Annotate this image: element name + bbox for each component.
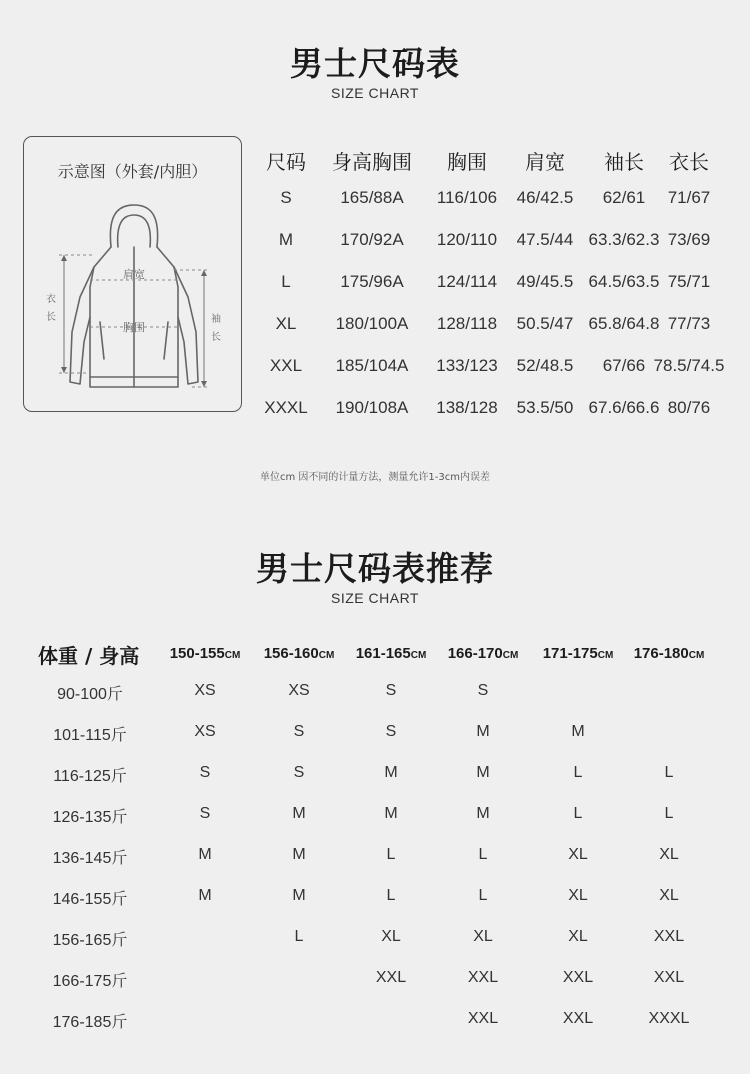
recommended-size: M — [198, 887, 212, 904]
recommended-size: M — [476, 805, 490, 822]
recommended-size: L — [478, 846, 488, 863]
size-table-cell: 62/61 — [602, 188, 646, 207]
recommended-size: XXL — [653, 928, 685, 945]
recommended-size: M — [384, 805, 398, 822]
size-table-cell: 170/92A — [340, 230, 404, 249]
recommended-size: XS — [288, 682, 310, 699]
size-table-header-height-chest: 身高胸围 — [332, 150, 412, 174]
height-header — [160, 645, 250, 662]
recommended-size: XL — [659, 846, 679, 863]
size-table-cell: 185/104A — [335, 356, 409, 375]
height-header — [624, 645, 714, 662]
height-header — [254, 645, 344, 662]
size-chart-title: 男士尺码表 — [290, 44, 460, 83]
size-table-header-size: 尺码 — [266, 150, 306, 174]
height-unit: CM — [410, 650, 427, 661]
recommended-size: S — [385, 682, 397, 699]
recommended-size: XS — [194, 723, 216, 740]
size-table-cell: 65.8/64.8 — [588, 314, 660, 333]
length-label-char-1: 衣 — [46, 294, 56, 305]
recommended-size: S — [385, 723, 397, 740]
size-table-cell: 128/118 — [436, 314, 498, 333]
recommended-size: S — [293, 723, 305, 740]
weight-label: 156-165斤 — [52, 932, 128, 949]
height-range: 156-160 — [263, 645, 319, 662]
recommended-size: M — [292, 887, 306, 904]
weight-label: 146-155斤 — [52, 891, 128, 908]
size-table-cell: XXL — [269, 356, 303, 375]
recommended-size: XXL — [467, 1010, 499, 1027]
recommended-size: XXL — [653, 969, 685, 986]
recommended-size: XXL — [562, 1010, 594, 1027]
height-header — [438, 645, 528, 662]
weight-label: 176-185斤 — [52, 1014, 128, 1031]
size-table-cell: 116/106 — [436, 188, 498, 207]
recommended-size: L — [664, 764, 674, 781]
recommended-size: XXL — [562, 969, 594, 986]
size-table-cell: 47.5/44 — [516, 230, 574, 249]
recommended-size: M — [476, 764, 490, 781]
size-table-cell: 165/88A — [340, 188, 404, 207]
recommended-size: L — [478, 887, 488, 904]
recommended-size: XXXL — [648, 1010, 690, 1027]
recommended-size: L — [386, 846, 396, 863]
recommended-size: M — [198, 846, 212, 863]
recommended-size: XL — [568, 887, 588, 904]
recommended-size: XXL — [467, 969, 499, 986]
height-header — [346, 645, 436, 662]
weight-label: 101-115斤 — [53, 727, 127, 744]
recommended-size: M — [292, 846, 306, 863]
height-unit: CM — [502, 650, 519, 661]
size-table-cell: 133/123 — [436, 356, 498, 375]
height-unit: CM — [318, 650, 335, 661]
size-table-cell: 180/100A — [335, 314, 409, 333]
size-table-cell: 77/73 — [667, 314, 711, 333]
size-table-header-shoulder: 肩宽 — [525, 150, 565, 174]
weight-label: 166-175斤 — [52, 973, 128, 990]
recommended-size: L — [573, 805, 583, 822]
recommend-subtitle: SIZE CHART — [331, 590, 419, 606]
diagram-caption: 示意图（外套/内胆） — [57, 162, 208, 181]
size-table-cell: XL — [275, 314, 297, 333]
size-table-cell: 49/45.5 — [516, 272, 574, 291]
weight-label: 90-100斤 — [57, 686, 123, 703]
recommended-size: XL — [568, 928, 588, 945]
height-unit: CM — [224, 650, 241, 661]
size-table-cell: 63.3/62.3 — [588, 230, 660, 249]
size-table-cell: 67/66 — [602, 356, 646, 375]
size-table-cell: 71/67 — [667, 188, 711, 207]
size-table-cell: 138/128 — [436, 398, 498, 417]
size-table-cell: 120/110 — [436, 230, 498, 249]
recommended-size: M — [571, 723, 585, 740]
sleeve-label-char-1: 袖 — [211, 314, 221, 325]
size-table-cell: 53.5/50 — [516, 398, 574, 417]
size-table-cell: XXXL — [264, 398, 308, 417]
size-table-header-length: 衣长 — [669, 150, 709, 174]
recommended-size: S — [477, 682, 489, 699]
recommended-size: XS — [194, 682, 216, 699]
recommended-size: S — [199, 805, 211, 822]
size-chart-subtitle: SIZE CHART — [331, 85, 419, 101]
size-table-cell: 124/114 — [436, 272, 498, 291]
size-table-cell: 190/108A — [335, 398, 409, 417]
size-table-cell: 78.5/74.5 — [653, 356, 725, 375]
height-range: 161-165 — [355, 645, 411, 662]
recommended-size: L — [664, 805, 674, 822]
measurement-note: 单位cm 因不同的计量方法，测量允许1-3cm内误差 — [260, 472, 490, 483]
weight-height-header: 体重 / 身高 — [38, 644, 140, 668]
recommended-size: XXL — [375, 969, 407, 986]
size-table-cell: 80/76 — [667, 398, 711, 417]
recommended-size: XL — [568, 846, 588, 863]
size-table-cell: 64.5/63.5 — [588, 272, 660, 291]
size-table-cell: 46/42.5 — [516, 188, 574, 207]
recommended-size: M — [384, 764, 398, 781]
size-table-cell: 52/48.5 — [516, 356, 574, 375]
recommended-size: S — [293, 764, 305, 781]
size-table-header-sleeve: 袖长 — [604, 150, 644, 174]
height-range: 166-170 — [447, 645, 503, 662]
size-table-cell: L — [281, 272, 291, 291]
size-table-header-chest: 胸围 — [447, 150, 487, 174]
size-table — [0, 0, 750, 430]
recommended-size: L — [386, 887, 396, 904]
sleeve-label-char-2: 长 — [211, 332, 221, 343]
recommended-size: XL — [473, 928, 493, 945]
recommended-size: XL — [381, 928, 401, 945]
weight-label: 116-125斤 — [53, 768, 127, 785]
height-unit: CM — [688, 650, 705, 661]
size-table-cell: 50.5/47 — [516, 314, 574, 333]
height-header — [533, 645, 623, 662]
weight-label: 136-145斤 — [52, 850, 128, 867]
chest-label: 胸围 — [123, 321, 145, 334]
size-table-cell: 75/71 — [667, 272, 711, 291]
size-table-cell: 73/69 — [667, 230, 711, 249]
height-unit: CM — [597, 650, 614, 661]
recommended-size: M — [292, 805, 306, 822]
recommend-title: 男士尺码表推荐 — [256, 549, 494, 588]
recommended-size: L — [573, 764, 583, 781]
size-table-cell: 67.6/66.6 — [588, 398, 660, 417]
recommended-size: M — [476, 723, 490, 740]
height-range: 171-175 — [542, 645, 598, 662]
weight-label: 126-135斤 — [52, 809, 128, 826]
length-label-char-2: 长 — [46, 312, 56, 323]
height-range: 176-180 — [633, 645, 689, 662]
recommended-size: L — [294, 928, 304, 945]
recommended-size: S — [199, 764, 211, 781]
height-range: 150-155 — [169, 645, 225, 662]
size-table-cell: S — [280, 188, 292, 207]
size-table-cell: 175/96A — [340, 272, 404, 291]
recommended-size: XL — [659, 887, 679, 904]
shoulder-label: 肩宽 — [123, 268, 145, 281]
size-table-cell: M — [278, 230, 294, 249]
